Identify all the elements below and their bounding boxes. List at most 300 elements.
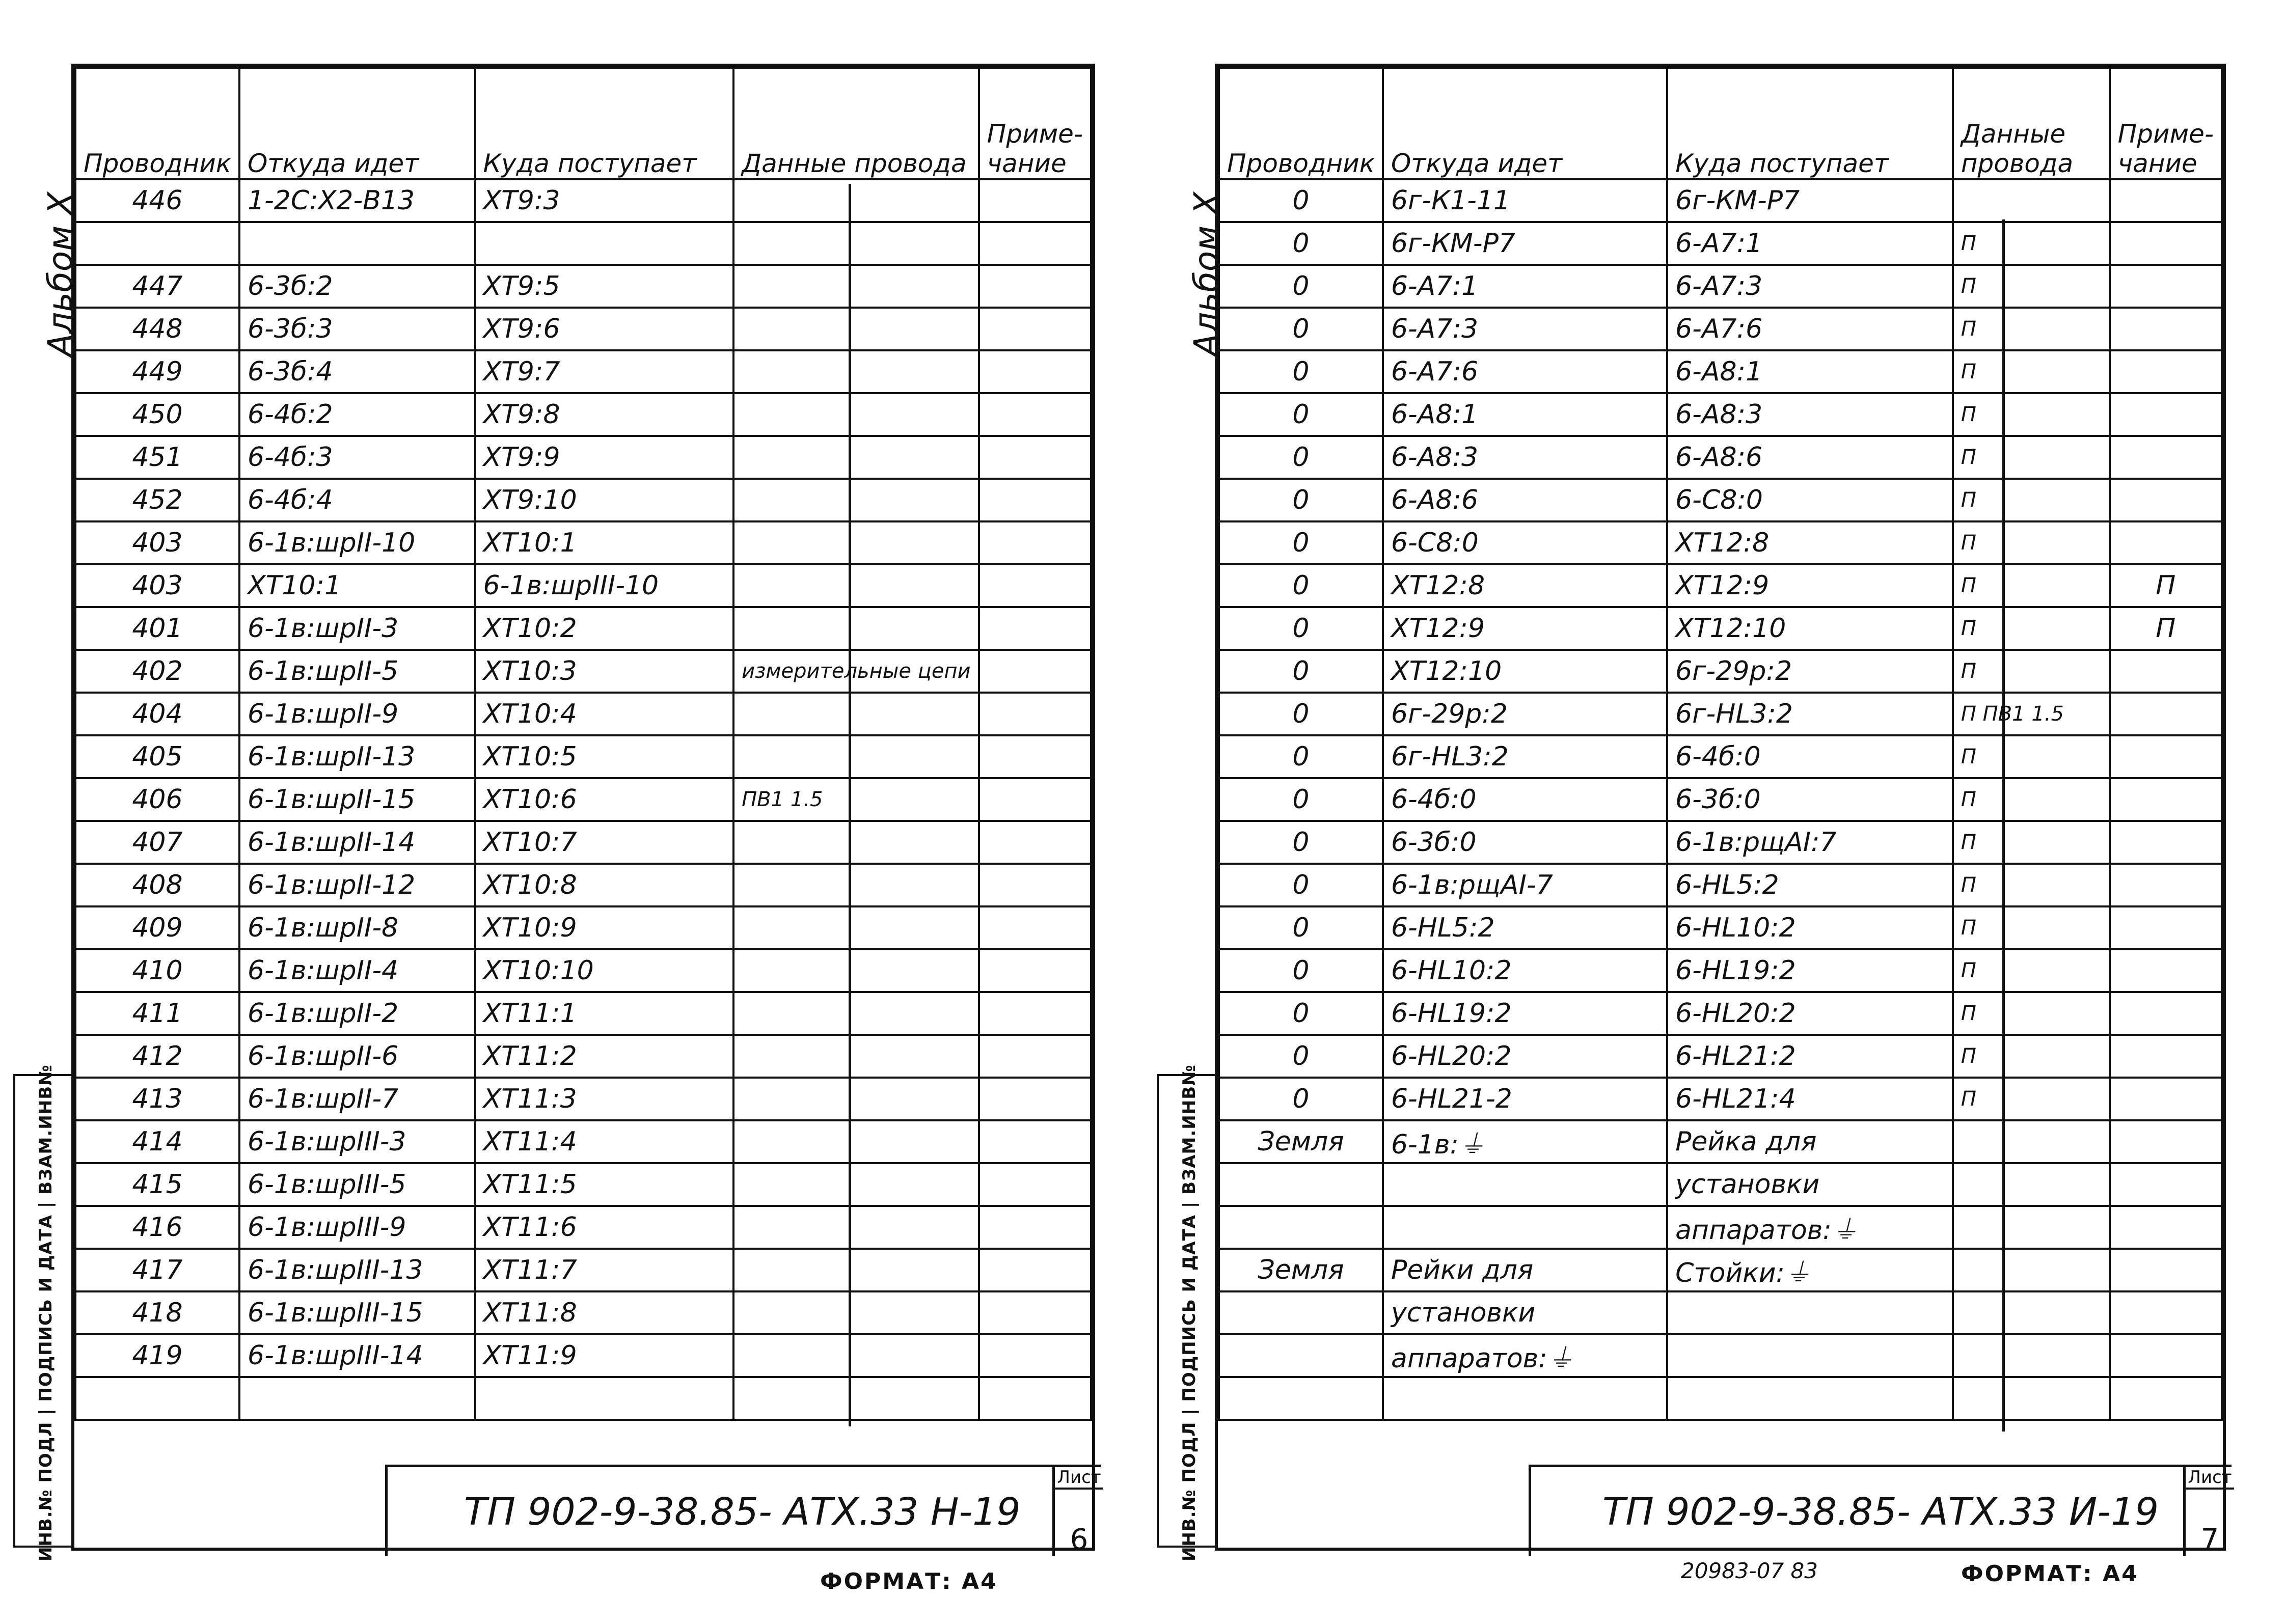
table-row [75, 778, 1091, 821]
table-row [1219, 949, 2222, 992]
cell-from: 6-HL20:2 [1383, 1035, 1667, 1078]
cell-data: П [1953, 308, 2110, 350]
table-row [75, 1377, 1091, 1420]
cell-from: 6-А8:6 [1383, 479, 1667, 521]
cell-from: 6-3б:2 [239, 265, 475, 308]
cell-to: Рейка для [1667, 1120, 1953, 1163]
cell-note [2110, 222, 2222, 265]
cell-data [733, 949, 979, 992]
cell-from: ХТ12:8 [1383, 564, 1667, 607]
cell-data [733, 1163, 979, 1206]
cell-to: ХТ11:2 [475, 1035, 734, 1078]
cell-data: П [1953, 350, 2110, 393]
cell-to [475, 222, 734, 265]
cell-wire: 402 [75, 650, 239, 693]
table-row [75, 521, 1091, 564]
cell-data [733, 992, 979, 1035]
album-label: Альбом X [41, 191, 80, 356]
cell-note [979, 1249, 1091, 1291]
table-row [1219, 350, 2222, 393]
table-body [75, 179, 1091, 1420]
table-body [1219, 179, 2222, 1420]
cell-from: 6г-HL3:2 [1383, 735, 1667, 778]
cell-wire: 0 [1219, 906, 1383, 949]
cell-from: 6-1в:шрII-12 [239, 864, 475, 906]
cell-from: 6-1в:шрII-9 [239, 693, 475, 735]
cell-wire: 447 [75, 265, 239, 308]
table-row [75, 393, 1091, 436]
cell-wire: 416 [75, 1206, 239, 1249]
cell-note [979, 735, 1091, 778]
table-row [75, 1078, 1091, 1120]
cell-wire: 446 [75, 179, 239, 222]
table-row [75, 650, 1091, 693]
cell-data [733, 1334, 979, 1377]
cell-from: 6-1в:шрII-8 [239, 906, 475, 949]
cell-wire: 0 [1219, 693, 1383, 735]
cell-to: 6-А8:3 [1667, 393, 1953, 436]
sheet-label: Лист [2186, 1467, 2234, 1490]
cell-to: ХТ10:8 [475, 864, 734, 906]
cell-wire: 412 [75, 1035, 239, 1078]
table-row [75, 1035, 1091, 1078]
cell-wire: 452 [75, 479, 239, 521]
cell-from: 6-1в:шрIII-3 [239, 1120, 475, 1163]
cell-data: П [1953, 1035, 2110, 1078]
cell-to: 6г-HL3:2 [1667, 693, 1953, 735]
cell-wire: 0 [1219, 949, 1383, 992]
cell-wire: 401 [75, 607, 239, 650]
cell-data [733, 1377, 979, 1420]
stamp-label: ИНВ.№ ПОДЛ | ПОДПИСЬ И ДАТА | ВЗАМ.ИНВ№ [36, 1064, 56, 1562]
cell-note [2110, 308, 2222, 350]
cell-to: 6г-29р:2 [1667, 650, 1953, 693]
cell-note [2110, 479, 2222, 521]
cell-wire [1219, 1377, 1383, 1420]
cell-note [979, 906, 1091, 949]
cell-data [733, 479, 979, 521]
cell-from: 6-1в:шрII-7 [239, 1078, 475, 1120]
cell-to: аппаратов:⏚ [1667, 1206, 1953, 1249]
cell-data [733, 222, 979, 265]
cell-wire: 408 [75, 864, 239, 906]
table-header-row [75, 68, 1091, 179]
cell-wire: 0 [1219, 821, 1383, 864]
cell-from: 6-HL10:2 [1383, 949, 1667, 992]
cell-to: ХТ11:3 [475, 1078, 734, 1120]
cell-data: П [1953, 393, 2110, 436]
cell-from: установки [1383, 1291, 1667, 1334]
document-code: ТП 902-9-38.85- АТХ.33 И-19 [1602, 1490, 2159, 1534]
cell-wire: 0 [1219, 350, 1383, 393]
table-row [1219, 607, 2222, 650]
table-row [1219, 1078, 2222, 1120]
cell-data: П [1953, 521, 2110, 564]
cell-wire: 414 [75, 1120, 239, 1163]
cell-data: П [1953, 436, 2110, 479]
cell-to: 6-3б:0 [1667, 778, 1953, 821]
cell-wire [1219, 1206, 1383, 1249]
cell-note [979, 1334, 1091, 1377]
cell-data: измерительные цепи [733, 650, 979, 693]
table-row [75, 479, 1091, 521]
cell-note [979, 308, 1091, 350]
cell-wire: Земля [1219, 1120, 1383, 1163]
cell-data [1953, 1291, 2110, 1334]
right-wire-table [1218, 67, 2223, 1421]
cell-data [733, 265, 979, 308]
cell-wire: 0 [1219, 393, 1383, 436]
cell-note [2110, 393, 2222, 436]
cell-to: ХТ10:3 [475, 650, 734, 693]
cell-data [1953, 1163, 2110, 1206]
cell-from: 1-2С:Х2-В13 [239, 179, 475, 222]
document-code: ТП 902-9-38.85- АТХ.33 Н-19 [464, 1490, 1021, 1534]
cell-note [2110, 436, 2222, 479]
cell-to: ХТ10:9 [475, 906, 734, 949]
cell-to: 6-А8:6 [1667, 436, 1953, 479]
table-row [75, 1291, 1091, 1334]
cell-note [2110, 693, 2222, 735]
cell-data: П [1953, 222, 2110, 265]
table-row [75, 1120, 1091, 1163]
cell-from: 6г-К1-11 [1383, 179, 1667, 222]
cell-from: ХТ12:10 [1383, 650, 1667, 693]
cell-wire: 450 [75, 393, 239, 436]
cell-data [1953, 1249, 2110, 1291]
table-row [75, 906, 1091, 949]
cell-data [1953, 1120, 2110, 1163]
cell-note [979, 521, 1091, 564]
cell-data [1953, 1334, 2110, 1377]
header-to: Куда поступает [1667, 68, 1953, 179]
cell-wire [1219, 1163, 1383, 1206]
cell-data: П [1953, 821, 2110, 864]
table-row [1219, 1206, 2222, 1249]
cell-note [979, 864, 1091, 906]
cell-to: ХТ12:9 [1667, 564, 1953, 607]
cell-wire: 0 [1219, 607, 1383, 650]
cell-to: 6-А7:3 [1667, 265, 1953, 308]
cell-to: ХТ9:5 [475, 265, 734, 308]
format-label: ФОРМАТ: А4 [820, 1568, 998, 1594]
cell-note [979, 1078, 1091, 1120]
cell-wire: 410 [75, 949, 239, 992]
cell-wire: 0 [1219, 222, 1383, 265]
bracket-line [1992, 219, 2005, 1432]
cell-note [979, 607, 1091, 650]
table-row [1219, 1163, 2222, 1206]
cell-from: 6-1в:шрII-13 [239, 735, 475, 778]
cell-wire: 0 [1219, 992, 1383, 1035]
cell-to [475, 1377, 734, 1420]
cell-note [2110, 650, 2222, 693]
cell-wire: 0 [1219, 521, 1383, 564]
cell-from: 6-4б:3 [239, 436, 475, 479]
cell-from: ХТ12:9 [1383, 607, 1667, 650]
cell-from: 6-1в:⏚ [1383, 1120, 1667, 1163]
title-block [385, 1465, 1101, 1556]
table-row [1219, 693, 2222, 735]
table-row [75, 308, 1091, 350]
header-note: Приме-чание [979, 68, 1091, 179]
table-row [75, 436, 1091, 479]
bracket-line [838, 184, 851, 1426]
cell-note [979, 222, 1091, 265]
cell-data [733, 864, 979, 906]
table-row [1219, 436, 2222, 479]
cell-wire: 0 [1219, 564, 1383, 607]
approval-stamp [1157, 1064, 1218, 1562]
sheet-number: 6 [1070, 1523, 1088, 1556]
cell-data: П [1953, 650, 2110, 693]
cell-wire: 0 [1219, 735, 1383, 778]
cell-data [733, 1206, 979, 1249]
header-note: Приме-чание [2110, 68, 2222, 179]
cell-data [1953, 179, 2110, 222]
cell-wire: 415 [75, 1163, 239, 1206]
table-row [1219, 1120, 2222, 1163]
cell-wire: 409 [75, 906, 239, 949]
cell-to: ХТ12:8 [1667, 521, 1953, 564]
cell-wire: 406 [75, 778, 239, 821]
table-row [1219, 479, 2222, 521]
cell-from: 6-3б:3 [239, 308, 475, 350]
cell-to: ХТ9:9 [475, 436, 734, 479]
cell-wire: 0 [1219, 479, 1383, 521]
cell-note [2110, 1334, 2222, 1377]
cell-wire: 0 [1219, 1035, 1383, 1078]
table-row [75, 265, 1091, 308]
cell-from: 6-4б:4 [239, 479, 475, 521]
cell-data [733, 1120, 979, 1163]
cell-note [2110, 821, 2222, 864]
header-wire: Проводник [1219, 68, 1383, 179]
cell-wire: 448 [75, 308, 239, 350]
cell-to [1667, 1291, 1953, 1334]
cell-from: 6-А7:6 [1383, 350, 1667, 393]
cell-data: П [1953, 607, 2110, 650]
cell-from: 6-4б:0 [1383, 778, 1667, 821]
cell-wire [1219, 1291, 1383, 1334]
cell-note [979, 1163, 1091, 1206]
cell-data [733, 350, 979, 393]
cell-from: 6-1в:шрII-14 [239, 821, 475, 864]
cell-note [979, 1035, 1091, 1078]
cell-wire: 449 [75, 350, 239, 393]
cell-to: ХТ9:7 [475, 350, 734, 393]
cell-to: ХТ12:10 [1667, 607, 1953, 650]
cell-note [979, 1377, 1091, 1420]
cell-to: ХТ10:10 [475, 949, 734, 992]
cell-to: ХТ11:6 [475, 1206, 734, 1249]
cell-data [733, 906, 979, 949]
cell-note [979, 1291, 1091, 1334]
cell-data [733, 1078, 979, 1120]
table-row [75, 1249, 1091, 1291]
cell-note [979, 650, 1091, 693]
cell-data [733, 693, 979, 735]
cell-to: 6-1в:рщАI:7 [1667, 821, 1953, 864]
cell-data [733, 607, 979, 650]
cell-data: П [1953, 1078, 2110, 1120]
cell-from: 6-1в:шрII-5 [239, 650, 475, 693]
cell-to: ХТ9:8 [475, 393, 734, 436]
cell-to: ХТ10:1 [475, 521, 734, 564]
header-to: Куда поступает [475, 68, 734, 179]
cell-data [733, 436, 979, 479]
cell-data: П [1953, 992, 2110, 1035]
stamp-label: ИНВ.№ ПОДЛ | ПОДПИСЬ И ДАТА | ВЗАМ.ИНВ№ [1179, 1064, 1200, 1562]
cell-from: Рейки для [1383, 1249, 1667, 1291]
sheet-number-box [1052, 1467, 1103, 1556]
cell-note [2110, 1377, 2222, 1420]
cell-note [979, 992, 1091, 1035]
format-label: ФОРМАТ: А4 [1961, 1561, 2139, 1587]
cell-data [733, 821, 979, 864]
cell-data: П ПВ1 1.5 [1953, 693, 2110, 735]
cell-data [1953, 1377, 2110, 1420]
cell-wire: 0 [1219, 436, 1383, 479]
cell-to: ХТ11:8 [475, 1291, 734, 1334]
cell-to: ХТ10:5 [475, 735, 734, 778]
table-header-row [1219, 68, 2222, 179]
cell-data: П [1953, 949, 2110, 992]
cell-note [2110, 1078, 2222, 1120]
cell-from: 6-А8:1 [1383, 393, 1667, 436]
cell-from: 6-1в:шрII-2 [239, 992, 475, 1035]
cell-note [2110, 265, 2222, 308]
cell-wire: 411 [75, 992, 239, 1035]
cell-note: П [2110, 564, 2222, 607]
table-row [1219, 222, 2222, 265]
cell-to: установки [1667, 1163, 1953, 1206]
cell-to: 6-1в:шрIII-10 [475, 564, 734, 607]
cell-data [733, 393, 979, 436]
table-row [1219, 906, 2222, 949]
cell-from: 6г-29р:2 [1383, 693, 1667, 735]
cell-wire: 418 [75, 1291, 239, 1334]
table-row [1219, 393, 2222, 436]
cell-note [979, 821, 1091, 864]
table-row [1219, 265, 2222, 308]
cell-note [979, 1206, 1091, 1249]
sheet-label: Лист [1055, 1467, 1103, 1490]
table-row [1219, 650, 2222, 693]
cell-to: 6г-КМ-Р7 [1667, 179, 1953, 222]
cell-to: 6-HL21:4 [1667, 1078, 1953, 1120]
cell-data [733, 521, 979, 564]
table-row [1219, 992, 2222, 1035]
cell-to: ХТ11:7 [475, 1249, 734, 1291]
cell-note [2110, 1120, 2222, 1163]
cell-from: 6-4б:2 [239, 393, 475, 436]
cell-note [979, 778, 1091, 821]
cell-from: 6-HL19:2 [1383, 992, 1667, 1035]
cell-to: 6-А7:1 [1667, 222, 1953, 265]
table-row [75, 992, 1091, 1035]
cell-from: 6-1в:шрII-4 [239, 949, 475, 992]
cell-from: 6-1в:рщАI-7 [1383, 864, 1667, 906]
album-label: Альбом X [1187, 191, 1226, 356]
cell-note [2110, 1291, 2222, 1334]
cell-data: П [1953, 906, 2110, 949]
cell-from: 6-С8:0 [1383, 521, 1667, 564]
header-data: Данные провода [1953, 68, 2110, 179]
table-row [75, 693, 1091, 735]
header-from: Откуда идет [239, 68, 475, 179]
cell-note [2110, 1249, 2222, 1291]
cell-data: П [1953, 864, 2110, 906]
table-row [75, 949, 1091, 992]
cell-to: 6-А7:6 [1667, 308, 1953, 350]
cell-note [2110, 1035, 2222, 1078]
cell-from: 6-HL21-2 [1383, 1078, 1667, 1120]
cell-from: аппаратов:⏚ [1383, 1334, 1667, 1377]
table-row [75, 821, 1091, 864]
cell-wire: 0 [1219, 308, 1383, 350]
cell-from: 6-1в:шрIII-5 [239, 1163, 475, 1206]
cell-from: ХТ10:1 [239, 564, 475, 607]
cell-from: 6-3б:0 [1383, 821, 1667, 864]
cell-to: ХТ9:3 [475, 179, 734, 222]
cell-note [2110, 949, 2222, 992]
cell-wire: 451 [75, 436, 239, 479]
cell-note [979, 350, 1091, 393]
cell-note [979, 479, 1091, 521]
cell-wire: 417 [75, 1249, 239, 1291]
cell-note [2110, 735, 2222, 778]
cell-note [2110, 1163, 2222, 1206]
cell-from: 6-А7:1 [1383, 265, 1667, 308]
cell-to: 6-4б:0 [1667, 735, 1953, 778]
cell-wire: 413 [75, 1078, 239, 1120]
table-row [75, 179, 1091, 222]
cell-data: П [1953, 265, 2110, 308]
cell-from [239, 1377, 475, 1420]
cell-note [2110, 906, 2222, 949]
table-row [1219, 1249, 2222, 1291]
cell-to: ХТ10:7 [475, 821, 734, 864]
cell-to: 6-HL20:2 [1667, 992, 1953, 1035]
cell-to: ХТ10:6 [475, 778, 734, 821]
cell-note [979, 179, 1091, 222]
cell-data: П [1953, 735, 2110, 778]
cell-data [733, 308, 979, 350]
cell-from [239, 222, 475, 265]
cell-wire [75, 222, 239, 265]
table-row [75, 222, 1091, 265]
table-row [1219, 179, 2222, 222]
cell-data [733, 1249, 979, 1291]
cell-wire: 405 [75, 735, 239, 778]
cell-wire: 403 [75, 564, 239, 607]
cell-wire: 0 [1219, 1078, 1383, 1120]
cell-wire: 0 [1219, 778, 1383, 821]
cell-wire: 404 [75, 693, 239, 735]
cell-from: 6-1в:шрIII-13 [239, 1249, 475, 1291]
table-row [75, 350, 1091, 393]
cell-to: 6-А8:1 [1667, 350, 1953, 393]
table-row [75, 735, 1091, 778]
cell-to: 6-HL10:2 [1667, 906, 1953, 949]
cell-to: ХТ11:4 [475, 1120, 734, 1163]
cell-note: П [2110, 607, 2222, 650]
sheet-number: 7 [2200, 1523, 2219, 1556]
header-data: Данные провода [733, 68, 979, 179]
cell-from [1383, 1206, 1667, 1249]
cell-to: ХТ9:10 [475, 479, 734, 521]
